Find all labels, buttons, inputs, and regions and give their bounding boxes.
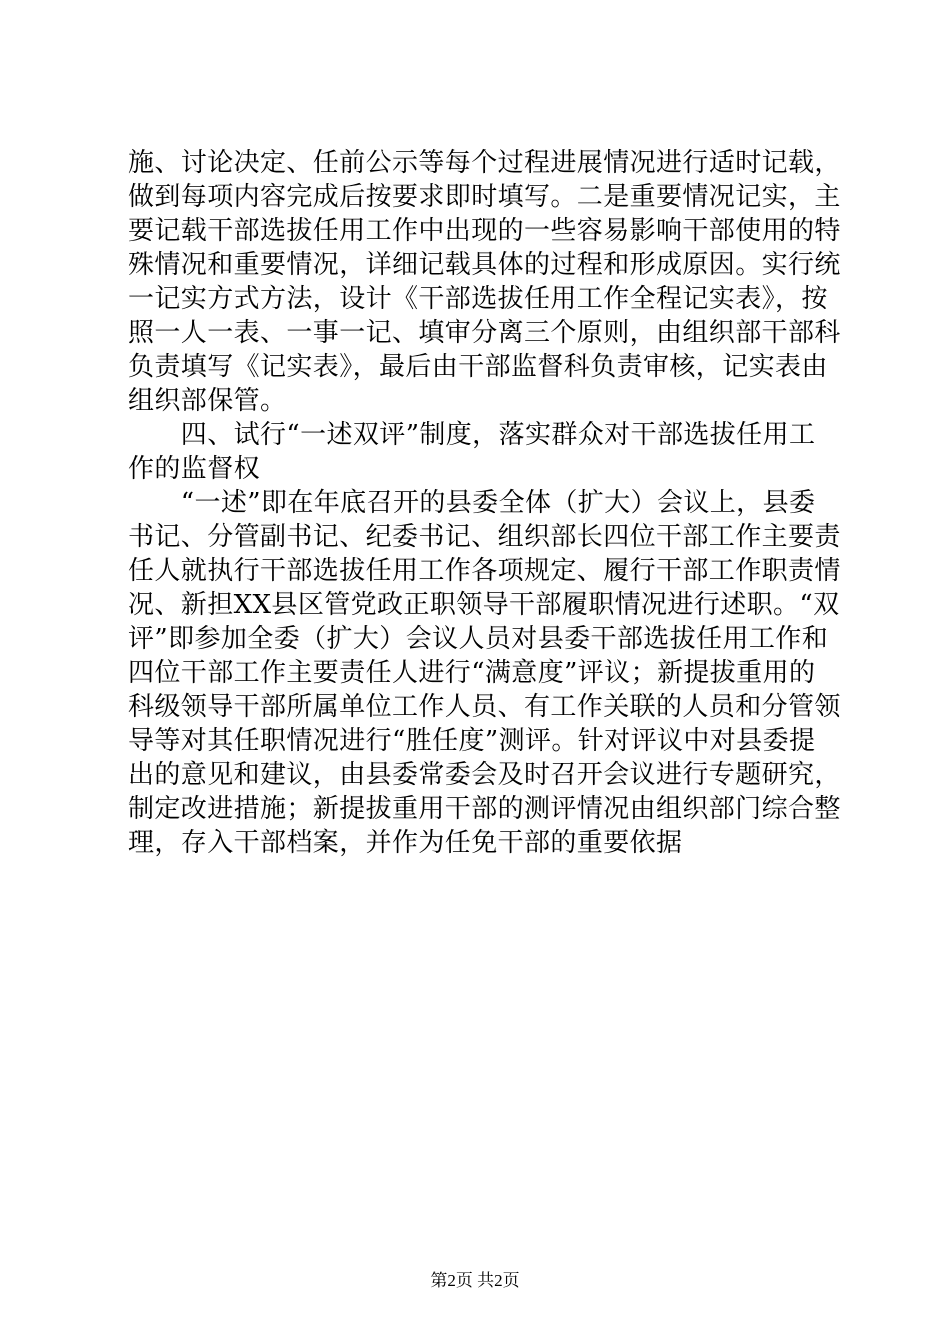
text-line: “一述”即在年底召开的县委全体（扩大）会议上，县委 — [128, 488, 816, 518]
text-line: 负责填写《记实表》，最后由干部监督科负责审核，记实表由 — [128, 352, 828, 382]
section-heading-line: 四、试行“一述双评”制度，落实群众对干部选拔任用工 — [128, 420, 816, 450]
text-line: 施、讨论决定、任前公示等每个过程进展情况进行适时记载， — [128, 148, 841, 178]
text-line: 出的意见和建议，由县委常委会及时召开会议进行专题研究， — [128, 760, 841, 790]
text-line: 书记、分管副书记、纪委书记、组织部长四位干部工作主要责 — [128, 522, 841, 552]
text-line: 科级领导干部所属单位工作人员、有工作关联的人员和分管领 — [128, 692, 841, 722]
text-line: 导等对其任职情况进行“胜任度”测评。针对评议中对县委提 — [128, 726, 816, 756]
text-line: 制定改进措施；新提拔重用干部的测评情况由组织部门综合整 — [128, 794, 841, 824]
text-line: 评”即参加全委（扩大）会议人员对县委干部选拔任用工作和 — [128, 624, 829, 654]
text-line: 要记载干部选拔任用工作中出现的一些容易影响干部使用的特 — [128, 216, 841, 246]
text-line: 殊情况和重要情况，详细记载具体的过程和形成原因。实行统 — [128, 250, 841, 280]
page-number-footer: 第2页 共2页 — [430, 1271, 520, 1290]
text-line: 一记实方式方法，设计《干部选拔任用工作全程记实表》，按 — [128, 284, 828, 314]
text-line: 组织部保管。 — [128, 386, 287, 416]
text-line: 照一人一表、一事一记、填审分离三个原则，由组织部干部科 — [128, 318, 841, 348]
text-line: 况、新担XX县区管党政正职领导干部履职情况进行述职。“双 — [128, 590, 840, 620]
section-heading-line: 作的监督权 — [128, 454, 261, 484]
text-line: 理，存入干部档案，并作为任免干部的重要依据 — [128, 828, 683, 858]
text-line: 任人就执行干部选拔任用工作各项规定、履行干部工作职责情 — [128, 556, 841, 586]
text-line: 做到每项内容完成后按要求即时填写。二是重要情况记实，主 — [128, 182, 841, 212]
body-text — [128, 146, 841, 860]
text-line: 四位干部工作主要责任人进行“满意度”评议；新提拔重用的 — [128, 658, 816, 688]
